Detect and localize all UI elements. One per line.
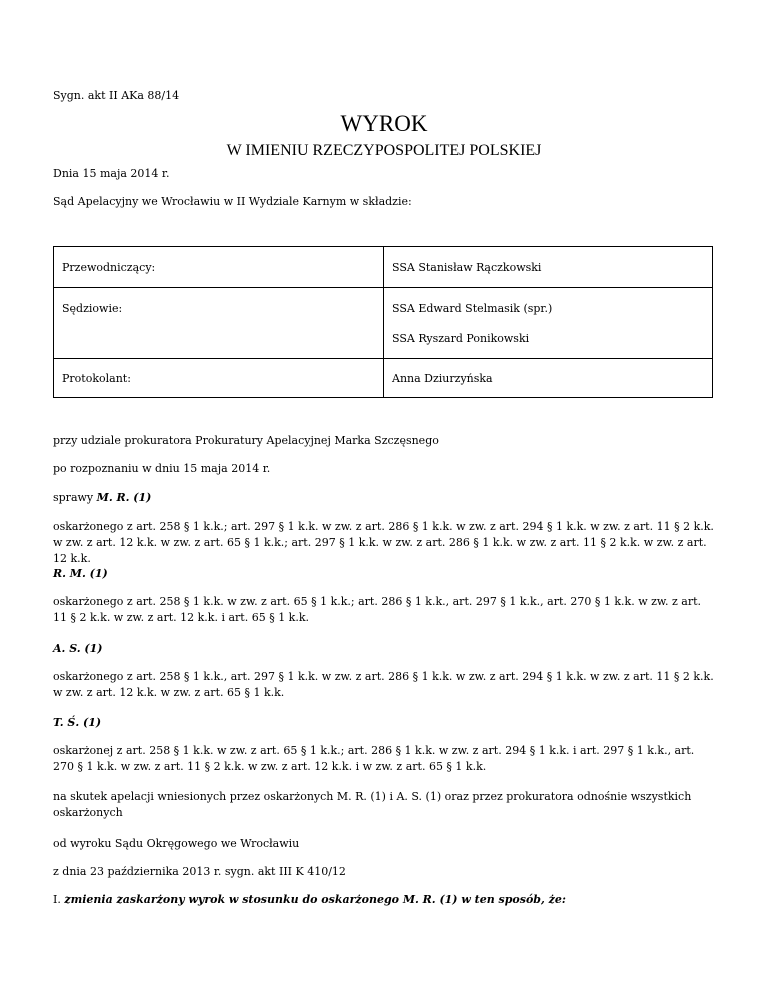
document-subtitle: W IMIENIU RZECZYPOSPOLITEJ POLSKIEJ — [226, 142, 542, 159]
charges-paragraph: oskarżonego z art. 258 § 1 k.k. w zw. z art. 65 § 1 k.k.; art. 286 § 1 k.k., art. 297 § 1 k.k., art. 270 § 1 k.k. w zw. z art. 11 § 2 k.k. w zw. z art. 12 k.k. i art. 65 § 1 k.k. — [53, 595, 702, 624]
judges-label: Sędziowie: — [62, 302, 123, 315]
document-title: WYROK — [340, 111, 428, 136]
prosecutor-paragraph: przy udziale prokuratora Prokuratury Apelacyjnej Marka Szczęsnego — [53, 434, 439, 447]
ruling-point-number: I. — [53, 893, 65, 906]
panel-row-presiding — [54, 247, 713, 288]
panel-row-clerk — [54, 359, 713, 398]
presiding-name: SSA Stanisław Rączkowski — [392, 261, 542, 274]
judge-name: SSA Edward Stelmasik (spr.) — [392, 302, 553, 315]
defendant-name: M. R. (1) — [96, 491, 152, 504]
clerk-name: Anna Dziurzyńska — [392, 372, 493, 385]
charges-paragraph: oskarżonego z art. 258 § 1 k.k., art. 297 § 1 k.k. w zw. z art. 286 § 1 k.k. w zw. z art. 294 § 1 k.k. w zw. z art. 11 § 2 k.k. w zw. z art. 12 k.k. w zw. z art. 65 § 1 k.k. — [53, 670, 714, 699]
case-reference: Sygn. akt II AKa 88/14 — [53, 89, 180, 102]
ruling-point — [53, 892, 718, 908]
judgment-date: Dnia 15 maja 2014 r. — [53, 167, 170, 180]
defendant-name: T. Ś. (1) — [53, 716, 102, 729]
lower-court-paragraph: od wyroku Sądu Okręgowego we Wrocławiu — [53, 837, 300, 850]
case-prefix: sprawy — [53, 491, 97, 504]
defendant-name: R. M. (1) — [53, 567, 108, 580]
panel-row-judges — [54, 288, 713, 359]
presiding-label: Przewodniczący: — [62, 261, 156, 274]
defendant-name: A. S. (1) — [53, 642, 103, 655]
appeal-paragraph: na skutek apelacji wniesionych przez oskarżonych M. R. (1) i A. S. (1) oraz przez prokuratora odnośnie wszystkich oskarżonych — [53, 790, 692, 819]
ruling-point-text: zmienia zaskarżony wyrok w stosunku do oskarżonego M. R. (1) w ten sposób, że: — [64, 893, 566, 906]
charges-paragraph: oskarżonego z art. 258 § 1 k.k.; art. 297 § 1 k.k. w zw. z art. 286 § 1 k.k. w zw. z art. 294 § 1 k.k. w zw. z art. 11 § 2 k.k. w zw. z art. 12 k.k. w zw. z art. 65 § 1 k.k.; art. 297 § 1 k.k. w zw. z art. 286 § 1 k.k. w zw. z art. 11 § 2 k.k. w zw. z art. 12 k.k. — [53, 520, 714, 565]
lower-court-date-paragraph: z dnia 23 października 2013 r. sygn. akt III K 410/12 — [53, 865, 346, 878]
charges-paragraph: oskarżonej z art. 258 § 1 k.k. w zw. z art. 65 § 1 k.k.; art. 286 § 1 k.k. w zw. z art. 294 § 1 k.k. i art. 297 § 1 k.k., art. 270 § 1 k.k. w zw. z art. 11 § 2 k.k. w zw. z art. 12 k.k. i w zw. z art. 65 § 1 k.k. — [53, 744, 695, 773]
considered-paragraph: po rozpoznaniu w dniu 15 maja 2014 r. — [53, 462, 271, 475]
case-line — [53, 490, 718, 506]
court-composition: Sąd Apelacyjny we Wrocławiu w II Wydziale Karnym w składzie: — [53, 195, 412, 208]
judge-name: SSA Ryszard Ponikowski — [392, 332, 530, 345]
court-panel-table — [53, 246, 713, 398]
clerk-label: Protokolant: — [62, 372, 131, 385]
